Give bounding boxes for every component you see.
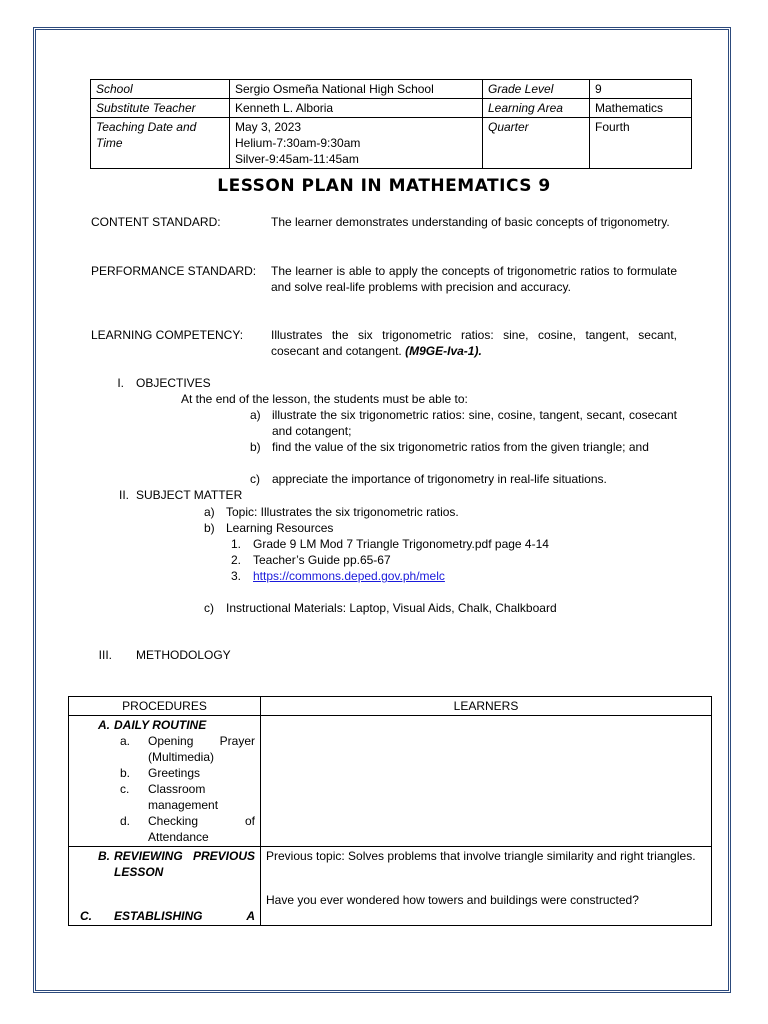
content-standard: [91, 214, 677, 230]
objective-mark: a): [250, 408, 261, 422]
daily-routine-cell: [69, 716, 261, 847]
performance-standard: [91, 263, 677, 295]
routine-item: [74, 813, 255, 845]
resource-mark: 1.: [231, 537, 242, 551]
objective-text: appreciate the importance of trigonometry in real-life situations.: [272, 472, 607, 486]
objectives-intro: At the end of the lesson, the students must be able to:: [181, 392, 468, 406]
routine-item: [74, 733, 255, 765]
resource-mark: 3.: [231, 569, 242, 583]
establishing-title: [74, 908, 255, 924]
subject-matter-numeral: II.: [118, 488, 129, 502]
materials-text: Instructional Materials: Laptop, Visual Aids, Chalk, Chalkboard: [226, 601, 557, 615]
header-info-table: [90, 79, 692, 169]
quarter-label: Quarter: [483, 118, 590, 169]
procedures-header: PROCEDURES: [69, 697, 261, 716]
materials-mark: c): [204, 601, 214, 615]
performance-standard-text: The learner is able to apply the concepts of trigonometric ratios to formulate and solve real-life problems with precision and accuracy.: [271, 264, 677, 294]
content-standard-text: The learner demonstrates understanding of basic concepts of trigonometry.: [271, 215, 670, 229]
competency-text: Illustrates the six trigonometric ratios: sine, cosine, tangent, secant, cosecant and cotangent.: [271, 328, 677, 358]
objective-text: find the value of the six trigonometric ratios from the given triangle; and: [272, 440, 649, 454]
routine-text: Greetings: [148, 766, 201, 780]
objectives-numeral: I.: [117, 376, 124, 390]
performance-standard-label: PERFORMANCE STANDARD:: [91, 264, 257, 278]
topic-item: [204, 504, 674, 520]
teacher-label: Substitute Teacher: [91, 99, 230, 118]
routine-item: [74, 765, 255, 781]
school-value: Sergio Osmeña National High School: [230, 80, 483, 99]
grade-level-value: 9: [590, 80, 692, 99]
date-value: May 3, 2023: [235, 120, 302, 134]
reviewing-learners-cell: [261, 847, 712, 926]
resources-text: Learning Resources: [226, 521, 334, 535]
learning-competency: [91, 327, 677, 359]
topic-text: Topic: Illustrates the six trigonometric ratios.: [226, 505, 459, 519]
time-slot-1: Helium-7:30am-9:30am: [235, 136, 361, 150]
resources-mark: b): [204, 521, 215, 535]
resource-item: [231, 552, 671, 568]
procedures-table: [68, 696, 712, 926]
methodology-heading: METHODOLOGY: [136, 648, 231, 662]
learners-header: LEARNERS: [261, 697, 712, 716]
routine-text: Opening Prayer (Multimedia): [148, 734, 255, 764]
routine-mark: c.: [120, 782, 130, 796]
routine-mark: b.: [120, 766, 131, 780]
objective-mark: b): [250, 440, 261, 454]
competency-code: (M9GE-Iva-1).: [405, 344, 482, 358]
quarter-value: Fourth: [590, 118, 692, 169]
daily-routine-label: DAILY ROUTINE: [114, 718, 207, 732]
routine-text: Classroom management: [148, 782, 219, 812]
routine-mark: a.: [120, 734, 131, 748]
learning-area-label: Learning Area: [483, 99, 590, 118]
routine-text: Checking of Attendance: [148, 814, 255, 844]
melc-link[interactable]: https://commons.deped.gov.ph/melc: [253, 569, 445, 583]
reviewing-label: REVIEWING PREVIOUS LESSON: [114, 849, 255, 879]
learning-area-value: Mathematics: [590, 99, 692, 118]
teacher-value: Kenneth L. Alboria: [230, 99, 483, 118]
date-cell: [230, 118, 483, 169]
routine-mark: d.: [120, 814, 131, 828]
objective-mark: c): [250, 472, 260, 486]
date-label: Teaching Date and Time: [91, 118, 230, 169]
objective-text: illustrate the six trigonometric ratios: sine, cosine, tangent, secant, cosecant and cotangent;: [272, 408, 677, 438]
learning-competency-text: [271, 327, 677, 359]
topic-mark: a): [204, 505, 215, 519]
establishing-question-text: Have you ever wondered how towers and buildings were constructed?: [266, 893, 639, 907]
content-standard-label: CONTENT STANDARD:: [91, 215, 221, 229]
objectives-heading: OBJECTIVES: [136, 376, 211, 390]
resource-item: [231, 568, 671, 584]
objective-item: [250, 439, 677, 455]
resources-item: [204, 520, 674, 536]
resource-item: [231, 536, 671, 552]
establishing-mark: C.: [80, 909, 92, 923]
methodology-numeral: III.: [98, 648, 112, 662]
reviewing-mark: B.: [98, 849, 110, 863]
daily-routine-learners-cell: [261, 716, 712, 847]
objective-item: [250, 407, 677, 439]
page-title: LESSON PLAN IN MATHEMATICS 9: [217, 176, 551, 196]
time-slot-2: Silver-9:45am-11:45am: [235, 152, 359, 166]
previous-topic-text: Previous topic: Solves problems that involve triangle similarity and right triangles.: [266, 849, 696, 863]
resource-text: Teacher’s Guide pp.65-67: [253, 553, 391, 567]
daily-routine-mark: A.: [98, 718, 110, 732]
grade-level-label: Grade Level: [483, 80, 590, 99]
resource-mark: 2.: [231, 553, 242, 567]
daily-routine-title: [74, 717, 255, 733]
reviewing-title: [74, 848, 255, 880]
materials-item: [204, 600, 674, 616]
school-label: School: [91, 80, 230, 99]
resource-text: Grade 9 LM Mod 7 Triangle Trigonometry.pdf page 4-14: [253, 537, 549, 551]
learning-competency-label: LEARNING COMPETENCY:: [91, 328, 244, 342]
subject-matter-heading: SUBJECT MATTER: [136, 488, 243, 502]
reviewing-cell: [69, 847, 261, 926]
objective-item: [250, 471, 677, 487]
routine-item: [74, 781, 255, 813]
establishing-label: ESTABLISHING A: [114, 909, 255, 923]
